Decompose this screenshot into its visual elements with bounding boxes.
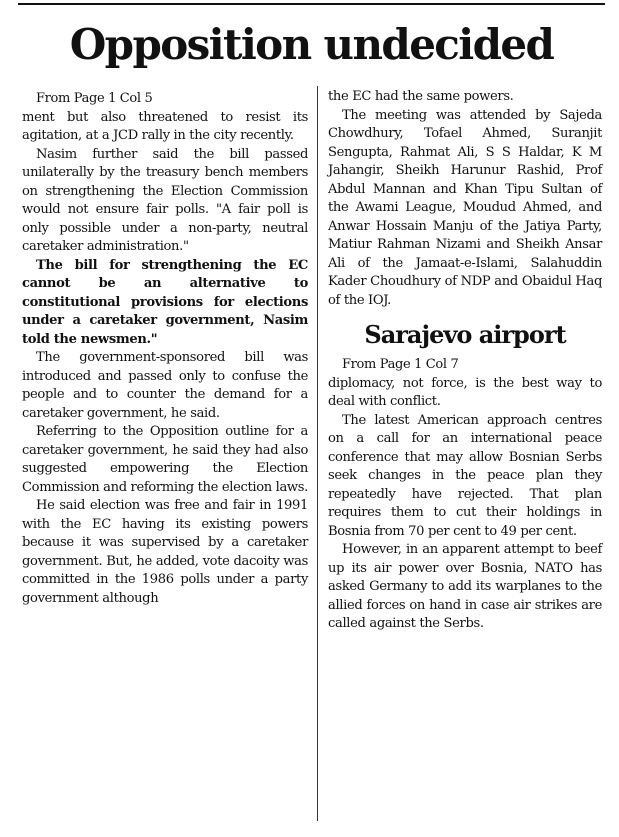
right-paragraph-1: the EC had the same powers. xyxy=(328,89,514,104)
right-paragraph-5: However, in an apparent attempt to beef up its air power over Bosnia, NATO has asked Germany to add its warplanes to the allied forces on hand in case air strikes are called against the Serbs. xyxy=(328,542,602,631)
headline: Opposition undecided xyxy=(69,20,554,69)
right-dateline: From Page 1 Col 7 xyxy=(342,357,459,372)
right-paragraph-3: diplomacy, not force, is the best way to deal with conflict. xyxy=(328,375,602,409)
left-column xyxy=(22,90,308,608)
right-paragraph-2: The meeting was attended by Sajeda Chowdhury, Tofael Ahmed, Suranjit Sengupta, Rahmat Ali, S S Haldar, K M Jahangir, Sheikh Harunur Rashid, Prof Abdul Mannan and Khan Tipu Sultan of the Awami League, Moudud Ahmed, and Anwar Hossain Manju of the Jatiya Party, Matiur Rahman Nizami and Sheikh Ansar Ali of the Jamaat-e-Islami, Salahuddin Kader Choudhury of NDP and Obaidul Haq of the IOJ. xyxy=(328,107,602,308)
top-rule xyxy=(18,3,605,5)
left-paragraph-3: The bill for strengthening the EC cannot be an alternative to constitutional provisions for elections under a caretaker government, Nasim told the newsmen." xyxy=(22,257,308,347)
left-paragraph-5: Referring to the Opposition outline for a caretaker government, he said they had also suggested empowering the Election Commission and reforming the election laws. xyxy=(22,424,308,495)
column-divider xyxy=(317,86,318,821)
left-paragraph-4: The government-sponsored bill was introduced and passed only to confuse the people and to counter the demand for a caretaker government, he said. xyxy=(22,350,308,421)
left-paragraph-2: Nasim further said the bill passed unilaterally by the treasury bench members on strengthening the Election Commission would not ensure fair polls. "A fair poll is only possible under a non-party, neutral caretaker administration." xyxy=(22,146,308,254)
right-paragraph-4: The latest American approach centres on a call for an international peace conference that may allow Bosnian Serbs seek changes in the peace plan they repeatedly have rejected. That plan requires them to cut their holdings in Bosnia from 70 per cent to 49 per cent. xyxy=(328,412,602,539)
right-column xyxy=(328,88,602,634)
left-dateline: From Page 1 Col 5 xyxy=(36,91,153,106)
left-paragraph-6: He said election was free and fair in 1991 with the EC having its existing powers because it was supervised by a caretaker government. But, he added, vote dacoity was committed in the 1986 polls under a party government although xyxy=(22,498,308,606)
subhead: Sarajevo airport xyxy=(364,320,566,349)
left-paragraph-1: ment but also threatened to resist its agitation, at a JCD rally in the city recently. xyxy=(22,109,308,143)
